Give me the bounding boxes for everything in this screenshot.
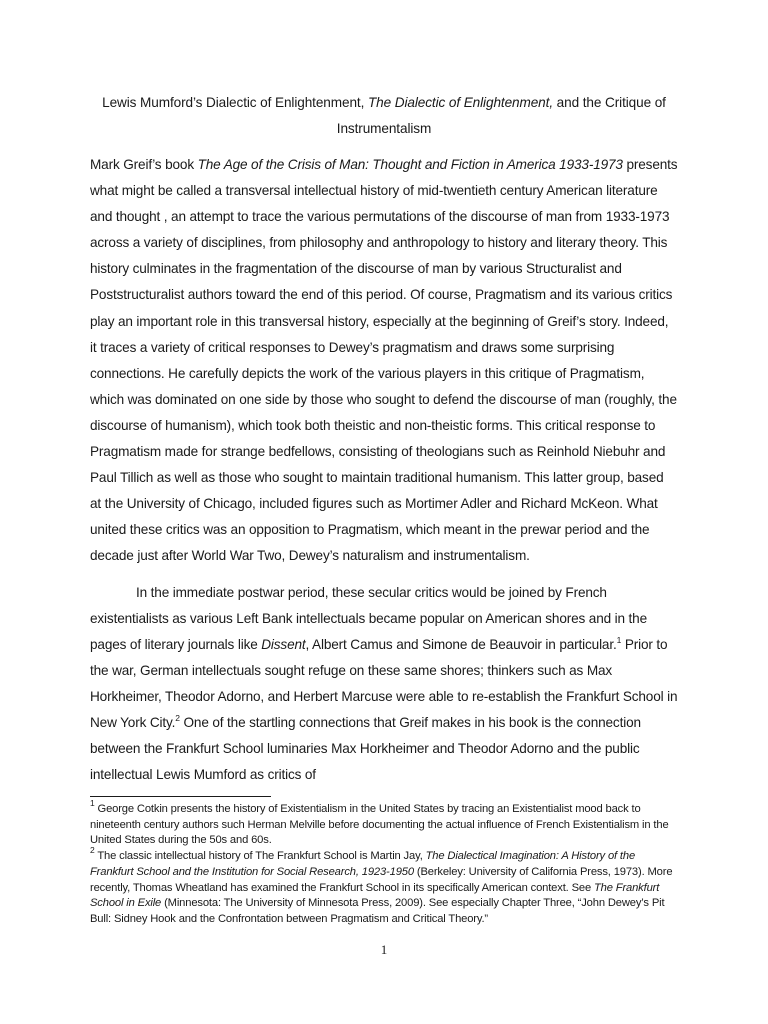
title-text: Lewis Mumford’s Dialectic of Enlightenment, [102, 95, 368, 110]
footnote-1-text: George Cotkin presents the history of Existentialism in the United States by tracing an Existentialist mood back to nineteenth century authors such Herman Melville before documenting the actual influence of French Existentialism in the United States during the 50s and 60s. [90, 803, 669, 847]
paragraph-1-lead: Mark Greif’s book [90, 157, 198, 172]
paragraph-1-body: presents what might be called a transversal intellectual history of mid-twentieth century American literature and thought , an attempt to trace the various permutations of the discourse of man from 1933-1973 across a variety of disciplines, from philosophy and anthropology to history and literary theory. This history culminates in the fragmentation of the discourse of man by various Structuralist and Poststructuralist authors toward the end of this period. Of course, Pragmatism and its various critics play an important role in this transversal history, especially at the beginning of Greif’s story. Indeed, it traces a variety of critical responses to Dewey’s pragmatism and draws some surprising connections. He carefully depicts the work of the various players in this critique of Pragmatism, which was dominated on one side by those who sought to defend the discourse of man (roughly, the discourse of humanism), which took both theistic and non-theistic forms. This critical response to Pragmatism made for strange bedfellows, consisting of theologians such as Reinhold Niebuhr and Paul Tillich as well as those who sought to maintain traditional humanism. This latter group, based at the University of Chicago, included figures such as Mortimer Adler and Richard McKeon. What united these critics was an opposition to Pragmatism, which meant in the prewar period and the decade just after World War Two, Dewey’s naturalism and instrumentalism. [90, 157, 678, 564]
footnote-divider [90, 796, 271, 797]
footnote-1-number: 1 [90, 798, 95, 808]
book-title: The Age of the Crisis of Man: Thought and Fiction in America 1933-1973 [197, 157, 623, 172]
title-italic: The Dialectic of Enlightenment, [367, 95, 553, 110]
paragraph-2-text: One of the startling connections that Greif makes in his book is the connection between the Frankfurt School luminaries Max Horkheimer and Theodor Adorno and the public intellectual Lewis Mumford as critics of [90, 714, 641, 783]
paragraph-2-text: , Albert Camus and Simone de Beauvoir in particular. [305, 636, 617, 652]
footnote-2-text: (Minnesota: The University of Minnesota Press, 2009). See especially Chapter Three, “John Dewey’s Pit Bull: Sidney Hook and the Confrontation between Pragmatism and Critical Theory.” [90, 897, 665, 925]
footnote-2-text: (Berkeley: University of California Press, 1973). More recently, Thomas Wheatland has examined the Frankfurt School in its specifically American context. See [90, 865, 673, 894]
paragraph-2 [90, 580, 678, 789]
footnote-ref-1[interactable]: 1 [616, 634, 622, 645]
footnote-ref-2[interactable]: 2 [175, 712, 180, 723]
paragraph-2-text: Prior to the war, German intellectuals sought refuge on these same shores; thinkers such as Max Horkheimer, Theodor Adorno, and Herbert Marcuse were able to re-establish the Frankfurt School in New York City. [90, 636, 678, 730]
title-text-end: and the Critique of Instrumentalism [336, 95, 666, 136]
footnote-2-text: The classic intellectual history of The Frankfurt School is Martin Jay, [94, 850, 426, 863]
footnote-2-number: 2 [90, 845, 95, 856]
page-number: 1 [380, 942, 388, 957]
footnote-2 [90, 845, 680, 928]
footnote-2-book-title: The Dialectical Imagination: A History of the Frankfurt School and the Institution for Social Research, 1923-1950 [90, 850, 636, 878]
page-title [90, 90, 678, 142]
footnotes [90, 798, 680, 928]
paragraph-1 [90, 152, 678, 570]
footnote-2-book-title-2: The Frankfurt School in Exile [90, 881, 660, 910]
journal-title: Dissent [261, 636, 306, 652]
footnote-1 [90, 798, 680, 849]
paragraph-2-text: In the immediate postwar period, these secular critics would be joined by French existentialists as various Left Bank intellectuals became popular on American shores and in the pages of literary journals like [90, 584, 648, 652]
